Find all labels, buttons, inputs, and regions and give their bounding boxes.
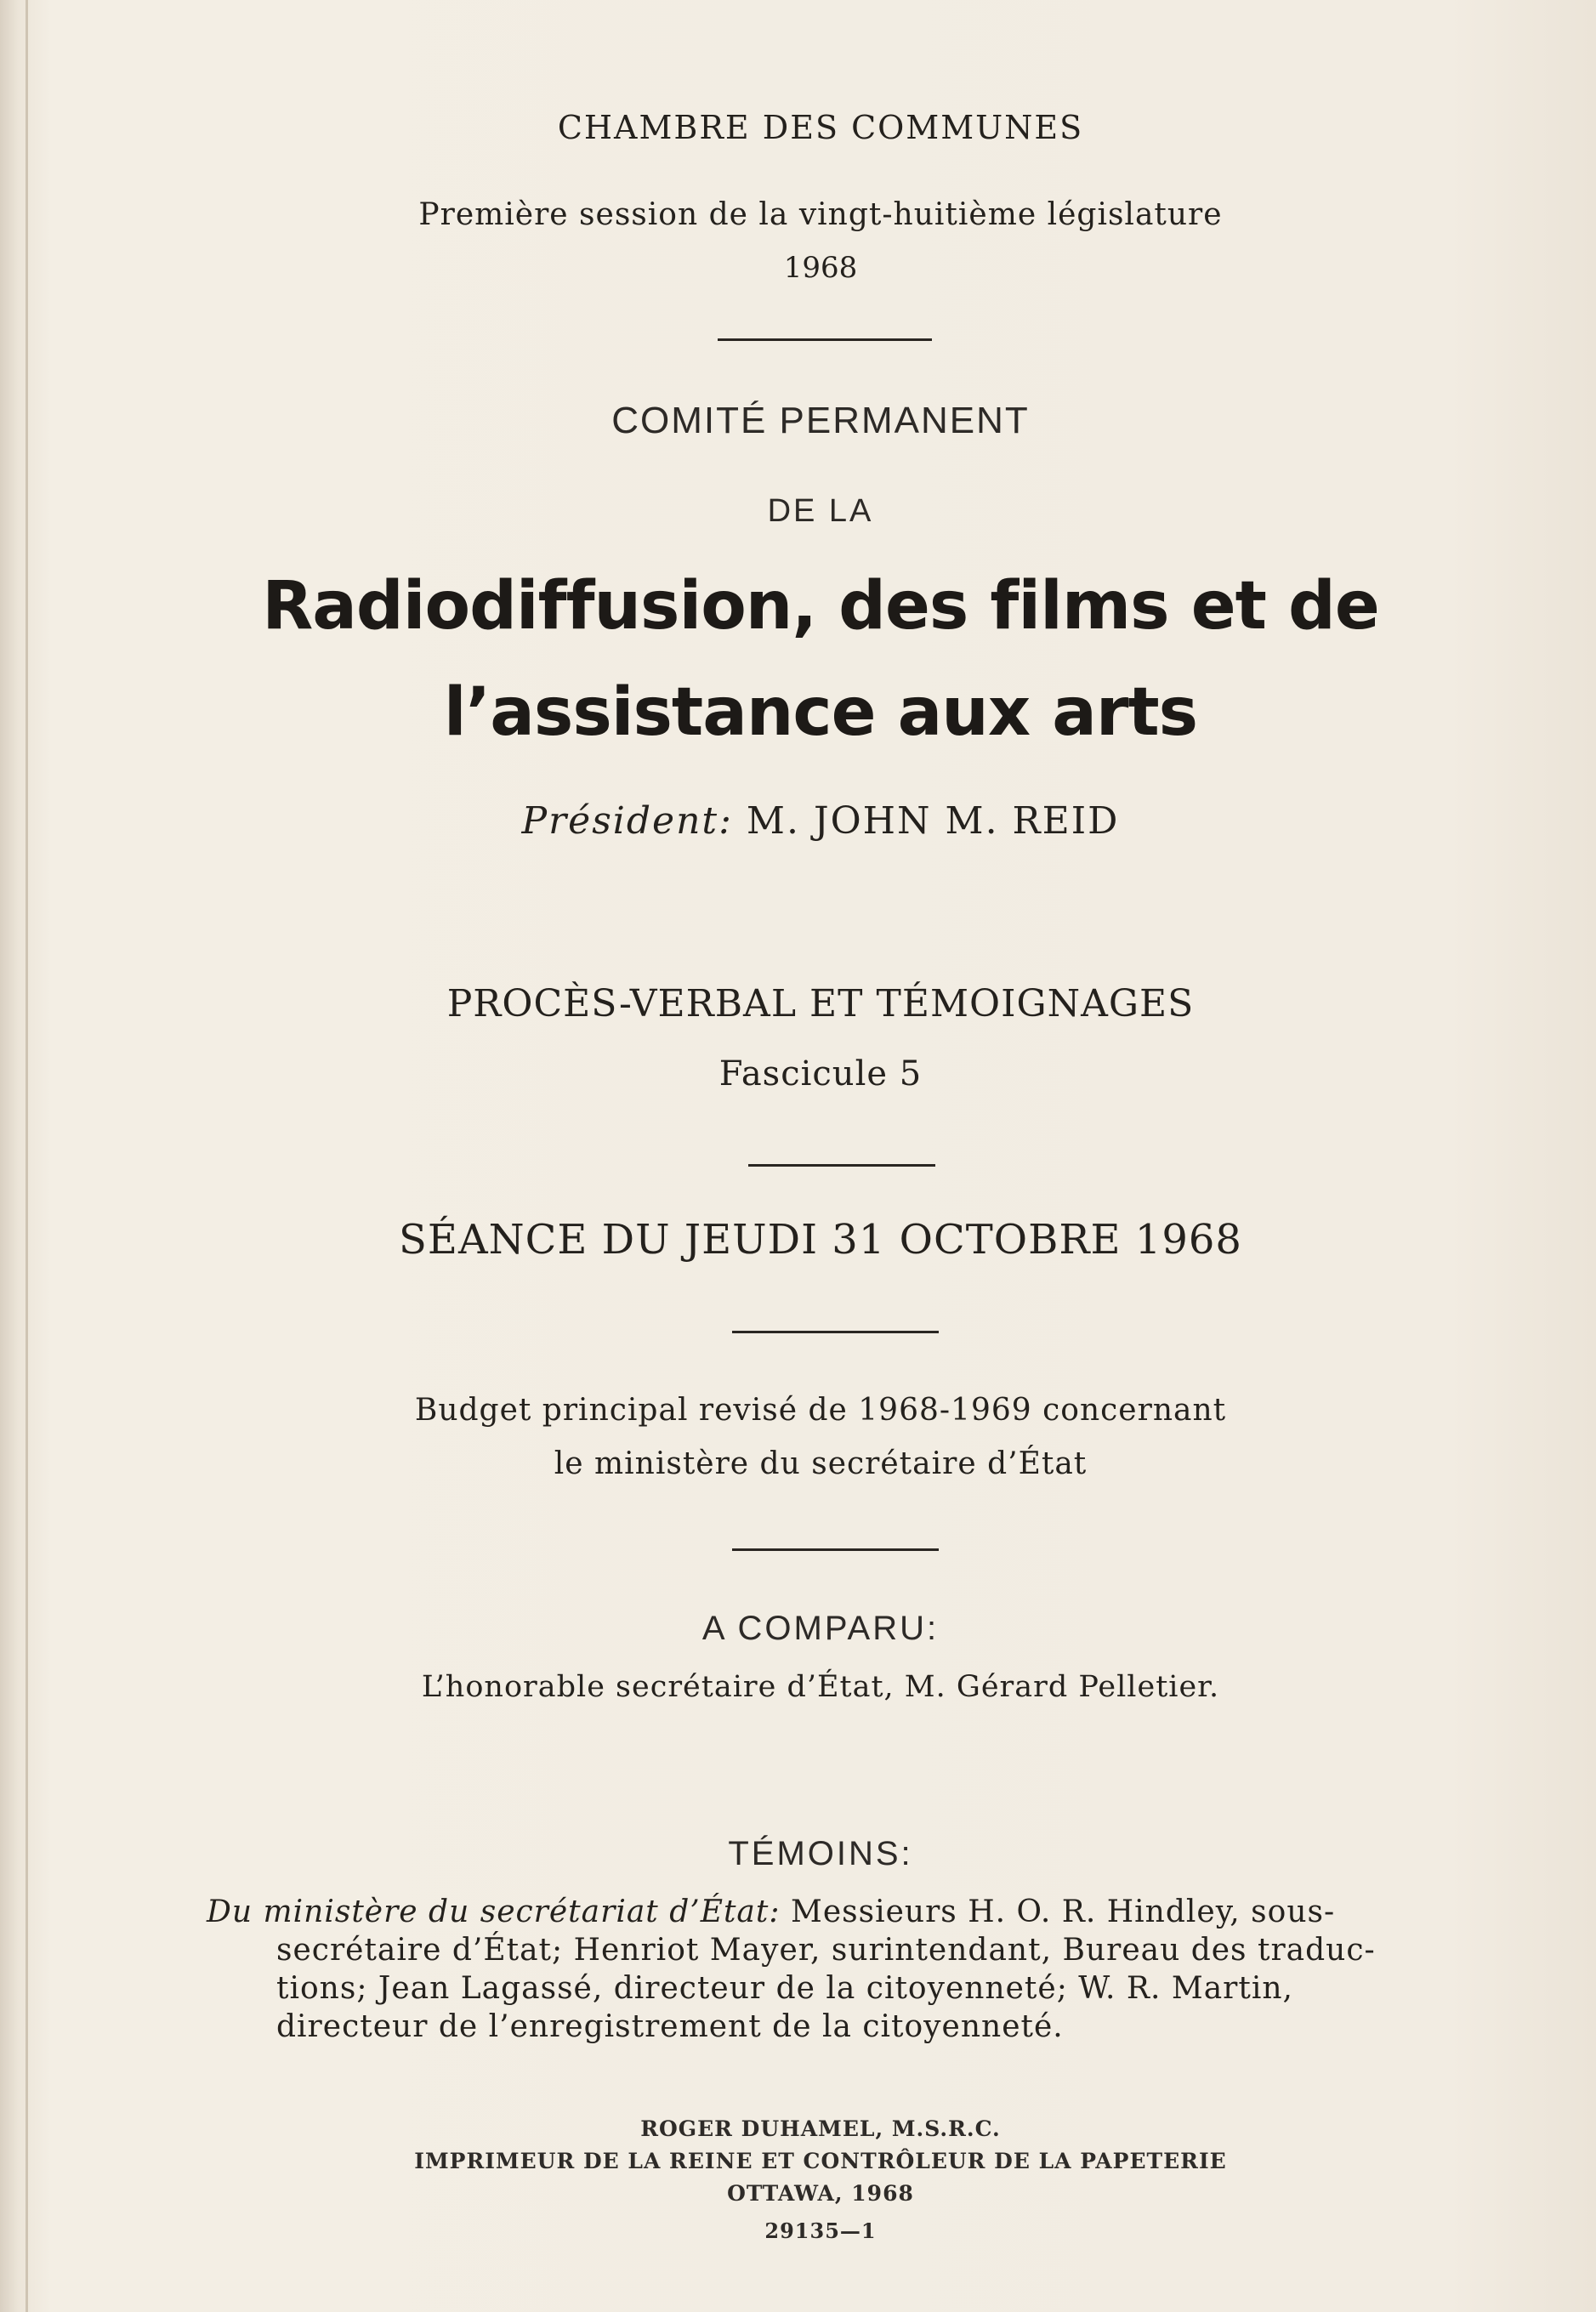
session-year: 1968	[783, 251, 858, 285]
budget-line-2: le ministère du secrétaire d’État	[554, 1446, 1088, 1481]
divider-4	[732, 1548, 939, 1551]
divider-2	[748, 1164, 935, 1167]
witnesses-label: Du ministère du secrétariat d’État:	[207, 1894, 781, 1929]
printer-place: OTTAWA, 1968	[727, 2181, 914, 2206]
chamber-heading: CHAMBRE DES COMMUNES	[557, 109, 1084, 146]
divider-3	[732, 1331, 939, 1333]
sitting-date: SÉANCE DU JEUDI 31 OCTOBRE 1968	[399, 1216, 1242, 1264]
document-type: PROCÈS-VERBAL ET TÉMOIGNAGES	[446, 982, 1195, 1025]
witnesses-line-1	[207, 1893, 1482, 1931]
witnesses-line-2: secrétaire d’État; Henriot Mayer, surintendant, Bureau des traduc-	[276, 1933, 1376, 1968]
witnesses-paragraph	[207, 1893, 1482, 2046]
budget-line-1: Budget principal revisé de 1968-1969 concernant	[414, 1393, 1227, 1428]
witnesses-line-4: directeur de l’enregistrement de la citoyenneté.	[276, 2009, 1064, 2044]
committee-connector: DE LA	[767, 493, 874, 529]
witnesses-line-3: tions; Jean Lagassé, directeur de la citoyenneté; W. R. Martin,	[276, 1971, 1293, 2006]
president-label: Président:	[521, 799, 733, 843]
committee-title-line-2: l’assistance aux arts	[443, 674, 1198, 751]
witnesses-line-1-text: Messieurs H. O. R. Hindley, sous-	[790, 1894, 1336, 1929]
printer-name: ROGER DUHAMEL, M.S.R.C.	[640, 2116, 1001, 2141]
president-line	[0, 799, 1596, 843]
appeared-heading: A COMPARU:	[701, 1610, 940, 1647]
session-line: Première session de la vingt-huitième législature	[418, 197, 1223, 232]
appeared-text: L’honorable secrétaire d’État, M. Gérard Pelletier.	[421, 1670, 1220, 1704]
print-number: 29135—1	[764, 2218, 877, 2243]
witnesses-heading: TÉMOINS:	[728, 1835, 913, 1872]
divider-1	[718, 338, 932, 341]
committee-title-line-1: Radiodiffusion, des films et de	[262, 568, 1379, 645]
committee-heading: COMITÉ PERMANENT	[611, 400, 1030, 441]
binding-edge	[26, 0, 28, 2312]
president-name: M. JOHN M. REID	[746, 799, 1120, 843]
fascicule-number: Fascicule 5	[718, 1054, 923, 1094]
printer-title: IMPRIMEUR DE LA REINE ET CONTRÔLEUR DE LA PAPETERIE	[414, 2149, 1227, 2173]
